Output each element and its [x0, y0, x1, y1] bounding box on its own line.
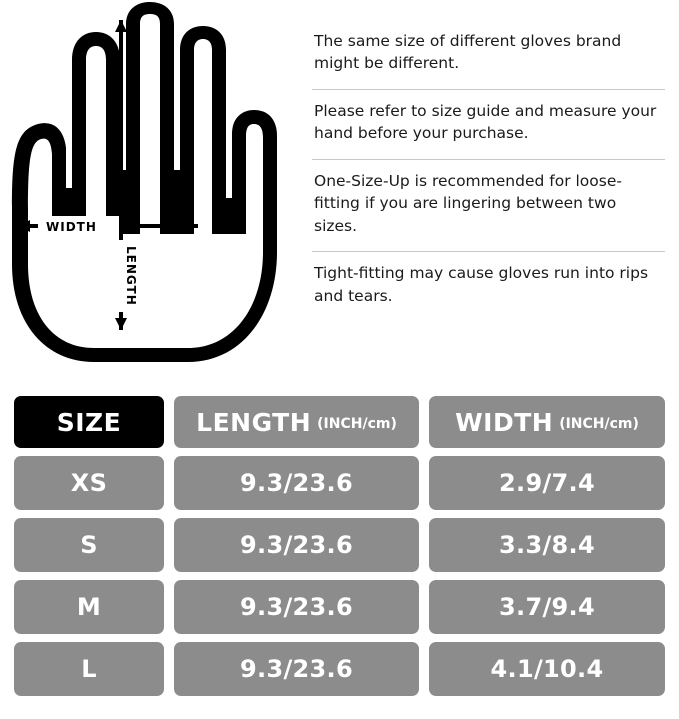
- value-length: 9.3/23.6: [240, 593, 353, 621]
- cell-width: [429, 642, 665, 696]
- table-row: [14, 642, 665, 696]
- hand-diagram: [0, 0, 290, 380]
- header-unit-length: (INCH/cm): [317, 416, 397, 432]
- header-cell-size: [14, 396, 164, 448]
- hand-outline-icon: [2, 2, 288, 374]
- value-width: 2.9/7.4: [499, 469, 595, 497]
- cell-size: [14, 456, 164, 510]
- header-unit-width: (INCH/cm): [559, 416, 639, 432]
- cell-size: [14, 518, 164, 572]
- value-length: 9.3/23.6: [240, 655, 353, 683]
- header-label-length: LENGTH: [196, 407, 312, 437]
- value-size: XS: [70, 469, 108, 497]
- value-size: S: [80, 531, 98, 559]
- width-label: WIDTH: [46, 220, 97, 234]
- table-row: [14, 518, 665, 572]
- cell-length: [174, 580, 419, 634]
- table-row: [14, 580, 665, 634]
- cell-length: [174, 456, 419, 510]
- cell-length: [174, 642, 419, 696]
- value-width: 4.1/10.4: [490, 655, 604, 683]
- note-item: One-Size-Up is recommended for loose-fitting if you are lingering between two sizes.: [312, 160, 665, 252]
- value-width: 3.3/8.4: [499, 531, 595, 559]
- table-header-row: [14, 396, 665, 448]
- value-length: 9.3/23.6: [240, 531, 353, 559]
- size-table: [14, 396, 665, 704]
- note-item: Please refer to size guide and measure your hand before your purchase.: [312, 90, 665, 160]
- note-item: Tight-fitting may cause gloves run into rips and tears.: [314, 264, 649, 305]
- table-row: [14, 456, 665, 510]
- value-width: 3.7/9.4: [499, 593, 595, 621]
- cell-width: [429, 518, 665, 572]
- value-size: L: [81, 655, 97, 683]
- notes-list: [290, 0, 679, 321]
- note-item: The same size of different gloves brand might be different.: [312, 30, 665, 90]
- value-size: M: [76, 593, 102, 621]
- header-cell-length: [174, 396, 419, 448]
- cell-width: [429, 456, 665, 510]
- cell-size: [14, 580, 164, 634]
- header-label-width: WIDTH: [455, 407, 554, 437]
- cell-length: [174, 518, 419, 572]
- length-label: LENGTH: [124, 246, 138, 306]
- cell-size: [14, 642, 164, 696]
- header-label-size: SIZE: [56, 407, 122, 437]
- header-cell-width: [429, 396, 665, 448]
- cell-width: [429, 580, 665, 634]
- value-length: 9.3/23.6: [240, 469, 353, 497]
